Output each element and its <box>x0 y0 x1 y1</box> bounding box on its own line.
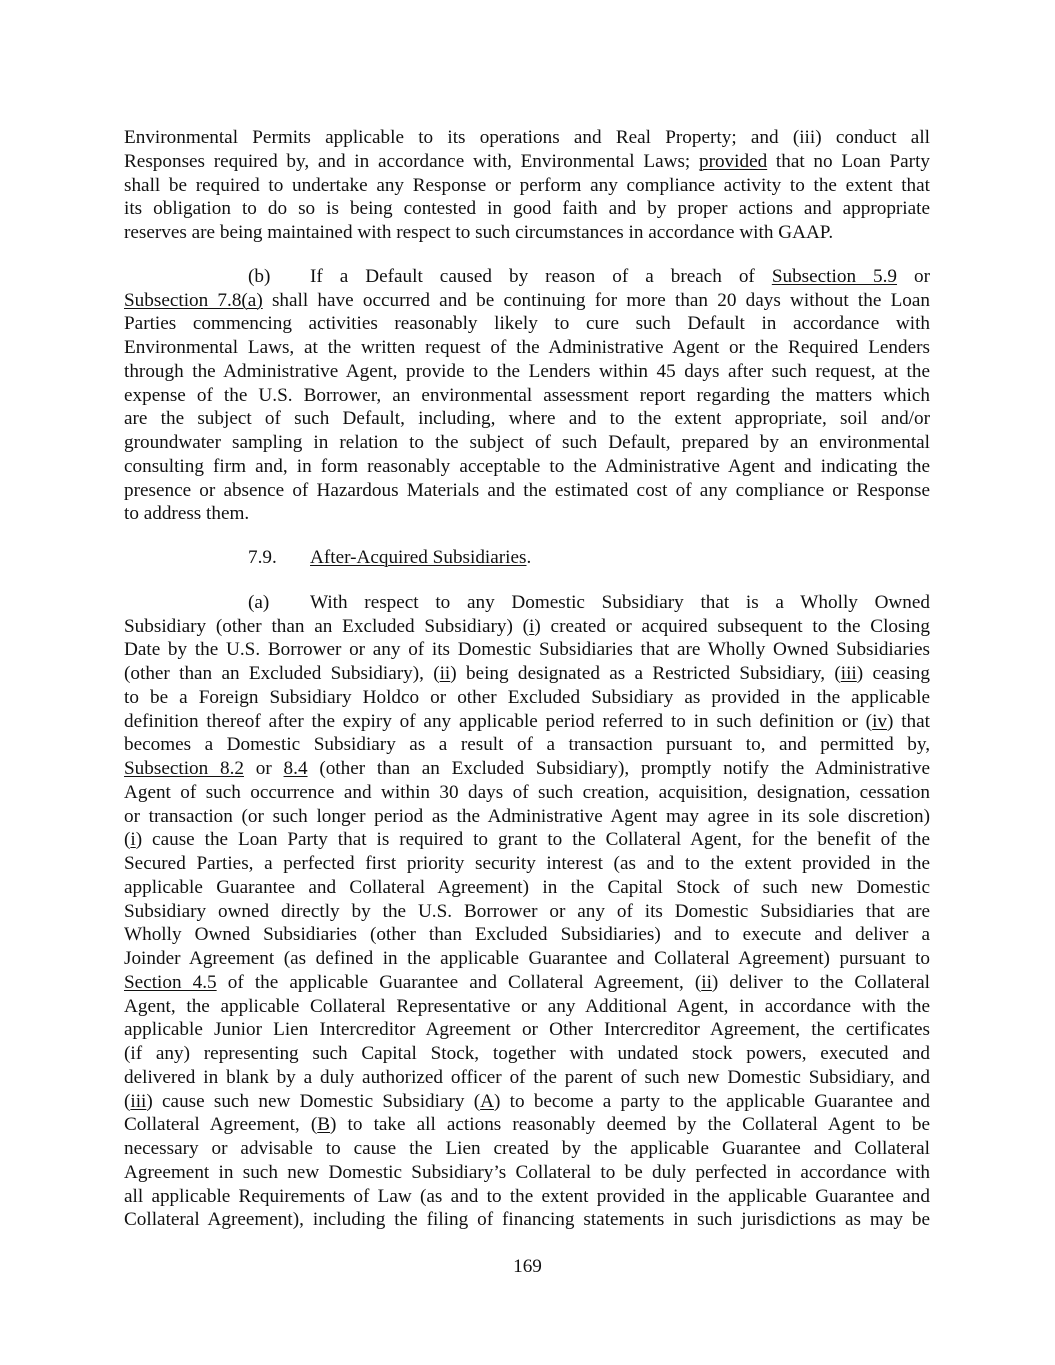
text-segment: Subsidiary owned directly by the U.S. Borrower or any of its Domestic Subsidiaries that are <box>124 900 930 922</box>
text-segment: With respect to any Domestic Subsidiary that is a Wholly Owned <box>310 591 930 613</box>
underlined-reference: Subsection 7.8(a) <box>124 289 263 311</box>
text-segment: groundwater sampling in relation to the subject of such Default, prepared by an environmental <box>124 432 930 453</box>
text-segment: ) cause the Loan Party that is required to grant to the Collateral Agent, for the benefit of the <box>135 829 930 851</box>
text-segment: Secured Parties, a perfected first priority security interest (as and to the extent provided in the <box>124 853 930 874</box>
text-segment: or <box>243 758 284 779</box>
text-line <box>124 686 930 710</box>
text-segment: Agreement in such new Domestic Subsidiary’s Collateral to be duly perfected in accordance with <box>124 1161 930 1183</box>
text-line <box>124 336 930 360</box>
text-line <box>124 265 930 289</box>
text-line <box>124 197 930 221</box>
section-heading <box>124 546 930 570</box>
text-line <box>124 1137 930 1161</box>
section-title: After-Acquired Subsidiaries <box>310 547 527 568</box>
text-line <box>124 828 930 852</box>
text-line <box>124 431 930 455</box>
page-number: 169 <box>513 1256 542 1277</box>
text-line <box>124 479 930 503</box>
text-segment: ) deliver to the Collateral <box>711 971 930 993</box>
text-segment: delivered in blank by a duly authorized officer of the parent of such new Domestic Subsidiary, and <box>124 1066 930 1088</box>
underlined-reference: iii <box>130 1090 147 1112</box>
text-line <box>124 971 930 995</box>
underlined-reference: provided <box>698 150 768 172</box>
text-segment: through the Administrative Agent, provide to the Lenders within 45 days after such request, at the <box>124 360 930 382</box>
paragraph-group-2 <box>124 591 930 1232</box>
text-segment: If a Default caused by reason of a breach of <box>310 265 772 287</box>
underlined-reference: Subsection 5.9 <box>771 265 898 287</box>
text-segment: Agent, the applicable Collateral Representative or any Additional Agent, in accordance with the <box>124 995 930 1017</box>
text-segment: all applicable Requirements of Law (as and to the extent provided in the applicable Guarantee and <box>124 1185 930 1207</box>
text-line <box>124 757 930 781</box>
text-segment: shall have occurred and be continuing for more than 20 days without the Loan <box>262 289 930 311</box>
text-segment: or transaction (or such longer period as the Administrative Agent may agree in its sole discretion) <box>124 805 930 827</box>
paragraph <box>124 591 930 1232</box>
text-line <box>124 1090 930 1114</box>
text-segment: applicable Guarantee and Collateral Agreement) in the Capital Stock of such new Domestic <box>124 876 930 898</box>
text-line <box>124 1042 930 1066</box>
text-segment: Date by the U.S. Borrower or any of its Domestic Subsidiaries that are Wholly Owned Subsidiaries <box>124 639 930 661</box>
text-line <box>124 876 930 900</box>
text-line <box>124 781 930 805</box>
text-line <box>124 591 930 615</box>
text-segment: ) cause such new Domestic Subsidiary ( <box>146 1090 481 1112</box>
text-segment: or <box>897 265 930 287</box>
text-segment: ) to become a party to the applicable Guarantee and <box>493 1090 931 1112</box>
underlined-reference: ii <box>439 663 451 684</box>
text-line <box>124 1018 930 1042</box>
text-line <box>124 455 930 479</box>
text-segment: Wholly Owned Subsidiaries (other than Excluded Subsidiaries) and to execute and deliver a <box>124 924 930 946</box>
text-segment: definition thereof after the expiry of any applicable period referred to in such definition or ( <box>124 710 873 732</box>
text-segment: are the subject of such Default, including, where and to the extent appropriate, soil and/or <box>124 408 930 430</box>
text-segment: applicable Junior Lien Intercreditor Agreement or Other Intercreditor Agreement, the certificates <box>124 1019 930 1041</box>
text-segment: Environmental Laws, at the written request of the Administrative Agent or the Required Lenders <box>124 337 930 358</box>
text-line <box>124 1208 930 1232</box>
text-line <box>124 174 930 198</box>
section-title-suffix: . <box>526 547 532 568</box>
text-segment: Agent of such occurrence and within 30 days of such creation, acquisition, designation, cessation <box>124 781 930 803</box>
text-line <box>124 360 930 384</box>
text-segment: (other than an Excluded Subsidiary), ( <box>124 663 440 684</box>
text-segment: (if any) representing such Capital Stock, together with undated stock powers, executed and <box>124 1043 930 1064</box>
text-segment: Responses required by, and in accordance with, Environmental Laws; <box>124 150 699 172</box>
text-line <box>124 900 930 924</box>
text-segment: ) being designated as a Restricted Subsidiary, ( <box>450 663 841 684</box>
text-segment: of the applicable Guarantee and Collateral Agreement, ( <box>216 971 702 993</box>
text-line <box>124 733 930 757</box>
text-segment: (other than an Excluded Subsidiary), promptly notify the Administrative <box>307 758 930 779</box>
text-segment: shall be required to undertake any Response or perform any compliance activity to the extent that <box>124 174 930 196</box>
text-segment: to be a Foreign Subsidiary Holdco or other Excluded Subsidiary as provided in the applicable <box>124 686 930 708</box>
text-line <box>124 923 930 947</box>
text-line <box>124 615 930 639</box>
text-line <box>124 1185 930 1209</box>
text-line <box>124 995 930 1019</box>
text-segment: to address them. <box>124 503 250 525</box>
text-line <box>124 662 930 686</box>
text-line <box>124 805 930 829</box>
text-segment: ) to take all actions reasonably deemed by the Collateral Agent to be <box>330 1114 930 1136</box>
text-segment: Environmental Permits applicable to its operations and Real Property; and (iii) conduct all <box>124 127 930 148</box>
text-segment: Collateral Agreement, ( <box>124 1114 318 1136</box>
text-line <box>124 710 930 734</box>
text-segment: Collateral Agreement), including the filing of financing statements in such jurisdictions as may be <box>124 1209 930 1231</box>
text-segment: Parties commencing activities reasonably likely to cure such Default in accordance with <box>124 313 930 335</box>
text-segment: consulting firm and, in form reasonably acceptable to the Administrative Agent and indicating the <box>124 455 930 477</box>
underlined-reference: A <box>480 1090 494 1112</box>
underlined-reference: iii <box>840 663 857 684</box>
section-number: 7.9. <box>248 547 277 568</box>
text-segment: ( <box>124 829 131 851</box>
text-line <box>124 638 930 662</box>
underlined-reference: 8.4 <box>283 758 308 779</box>
paragraph-label: (a) <box>248 591 270 613</box>
paragraph-label: (b) <box>248 265 271 287</box>
text-line <box>124 312 930 336</box>
document-page <box>124 126 930 1252</box>
text-line <box>124 947 930 971</box>
text-line <box>124 1066 930 1090</box>
text-segment: becomes a Domestic Subsidiary as a result of a transaction pursuant to, and permitted by, <box>124 734 930 756</box>
text-line <box>124 289 930 313</box>
text-segment: presence or absence of Hazardous Materials and the estimated cost of any compliance or Response <box>124 479 930 501</box>
underlined-reference: Section 4.5 <box>124 971 217 993</box>
paragraph <box>124 265 930 526</box>
text-line <box>124 384 930 408</box>
text-segment: ) that <box>887 710 930 732</box>
underlined-reference: ii <box>701 971 712 993</box>
text-segment: ) ceasing <box>856 663 930 684</box>
text-segment: Joinder Agreement (as defined in the applicable Guarantee and Collateral Agreement) pursuant to <box>124 948 930 969</box>
paragraph <box>124 126 930 245</box>
text-line <box>124 407 930 431</box>
text-segment: ( <box>124 1090 131 1112</box>
underlined-reference: iv <box>872 710 888 732</box>
text-line <box>124 126 930 150</box>
text-line <box>124 1161 930 1185</box>
text-segment: expense of the U.S. Borrower, an environmental assessment report regarding the matters which <box>124 384 930 406</box>
text-line <box>124 852 930 876</box>
text-segment: reserves are being maintained with respect to such circumstances in accordance with GAAP. <box>124 222 834 243</box>
underlined-reference: i <box>529 615 535 637</box>
underlined-reference: B <box>317 1114 331 1136</box>
text-segment: its obligation to do so is being contested in good faith and by proper actions and appropriate <box>124 198 930 220</box>
text-line <box>124 502 930 526</box>
paragraph-group-1 <box>124 126 930 526</box>
underlined-reference: i <box>130 829 136 851</box>
text-segment: Subsidiary (other than an Excluded Subsidiary) ( <box>124 615 530 637</box>
text-segment: ) created or acquired subsequent to the Closing <box>534 615 930 637</box>
text-segment: that no Loan Party <box>767 150 930 172</box>
underlined-reference: Subsection 8.2 <box>124 758 244 779</box>
text-line <box>124 1113 930 1137</box>
text-segment: necessary or advisable to cause the Lien created by the applicable Guarantee and Collateral <box>124 1138 930 1159</box>
text-line <box>124 150 930 174</box>
text-line <box>124 221 930 245</box>
